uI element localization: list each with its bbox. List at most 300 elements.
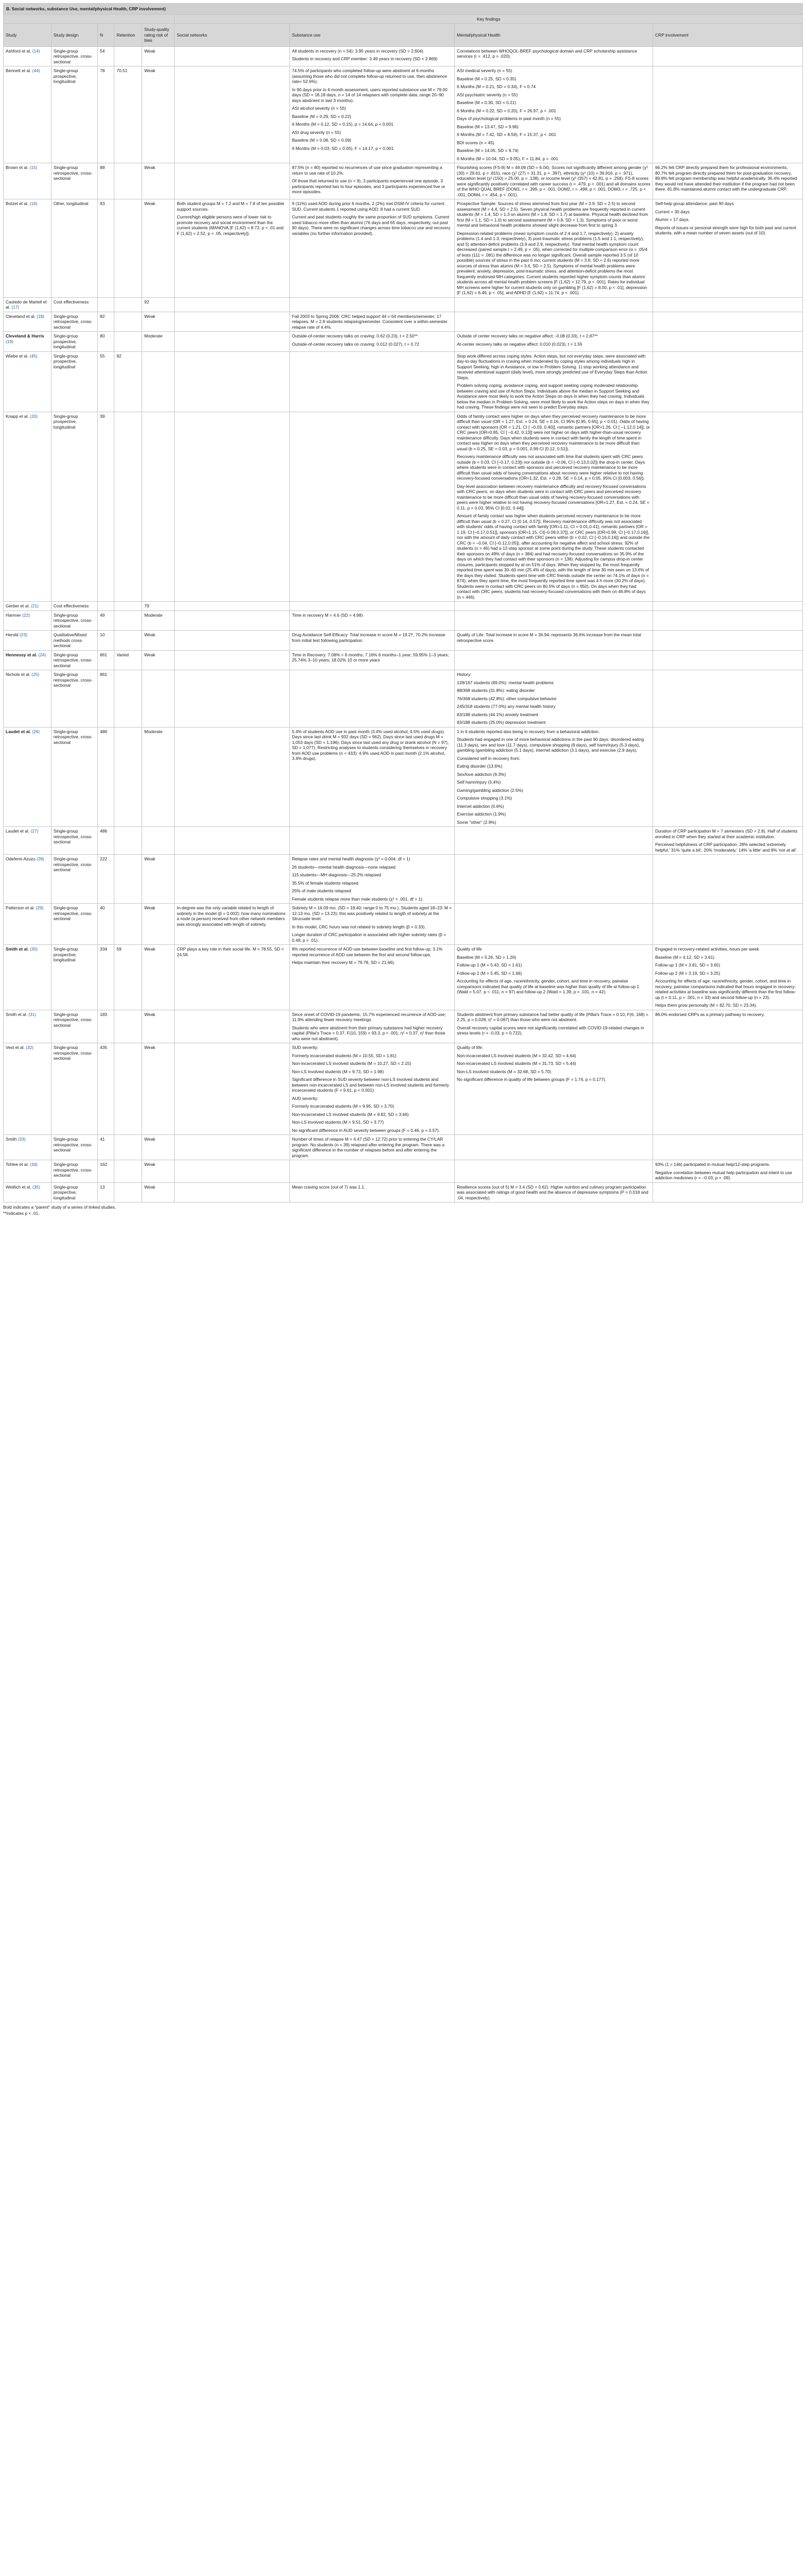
- quality-cell: Weak: [142, 163, 175, 199]
- substance-use-cell: [289, 1182, 454, 1202]
- study-cell: [4, 1043, 52, 1135]
- mental-health-cell: [455, 945, 653, 1010]
- finding-text: 5.4% of students AOD use in past month (3.4% used alcohol, 4.5% used drugs). Days since last drink M = 932 days (SD = 962). Days since last used drugs M = 1,053 days (SD = 1,196). Days since last used any drug or drank alcohol (N = 97), SD = 1,077). Restricting analyses to students considering themselves in recovery from AOD use problems (n = 433): 4.9% used AOD in past month (2.1% alcohol, 3.4% drugs).: [291, 728, 449, 761]
- crp-involvement-cell: [653, 312, 803, 332]
- n-cell: [98, 602, 114, 611]
- finding-text: Problem solving coping, avoidance coping, and support seeking coping moderated relationship between craving and use of Action Steps. Individuals above the median in Support Seeking and Avoidance were most likely to work the Action Steps on days in when they had craving. Individuals below the median in Problem Solving, were most likely to work the Action steps on days in when they had craving. These findings were not seen to predict Everyday steps.: [457, 383, 649, 410]
- n-cell: 78: [98, 66, 114, 163]
- citation-link[interactable]: (35): [32, 1184, 40, 1190]
- finding-text: Helps them grow personally (M = 82.70, SD = 23.34).: [655, 1003, 757, 1008]
- design-cell: Single-group retrospective, cross-sectional: [51, 46, 97, 66]
- col-substance: Substance use: [289, 24, 454, 47]
- substance-use-cell: [289, 670, 454, 727]
- footnote-bold: Bold indicates a "parent" study of a series of linked studies.: [3, 1205, 116, 1210]
- key-findings-header: Key findings: [175, 14, 803, 24]
- study-name: Cleveland & Harris: [6, 333, 44, 338]
- col-social: Social networks: [175, 24, 289, 47]
- substance-use-cell: [289, 827, 454, 855]
- finding-text: 74.5% of participants who completed follow-up were abstinent at 6-months (assuming those who did not complete follow-up returned to use, then abstinence rate= 52.6%).: [291, 68, 448, 84]
- design-cell: Single-group prospective, longitudinal: [51, 1182, 97, 1202]
- crp-involvement-cell: [653, 46, 803, 66]
- citation-link[interactable]: (26): [32, 728, 40, 734]
- finding-text: Mean craving score (out of 7) was 1.1.: [291, 1184, 366, 1190]
- substance-use-cell: [289, 312, 454, 332]
- finding-text: Helps maintain their recovery M = 79.78, SD = 21.66).: [291, 960, 395, 965]
- citation-link[interactable]: (18): [37, 313, 44, 319]
- mental-health-cell: [455, 332, 653, 352]
- n-cell: 162: [98, 1160, 114, 1183]
- footnote-significance: **Indicates p < .01.: [3, 1210, 40, 1216]
- finding-text: 87.5% (n = 80) reported no recurrences of use since graduation representing a return to use rate of 10.2%.: [291, 165, 442, 176]
- social-networks-cell: [175, 1182, 289, 1202]
- substance-use-cell: [289, 945, 454, 1010]
- study-name: Smith et al.: [6, 1011, 27, 1017]
- design-cell: Single-group prospective, longitudinal: [51, 351, 97, 412]
- study-name: Cleveland et al.: [6, 313, 36, 319]
- social-networks-cell: [175, 855, 289, 904]
- mental-health-cell: [455, 827, 653, 855]
- finding-text: 245/318 students (77.0%) any mental health history: [457, 704, 556, 709]
- finding-text: Perceived helpfulness of CRP participation: 28% selected 'extremely helpful,' 31% 'quite a bit', 20% 'moderately,' 14% 'a little' and 8% 'not at all'.: [655, 842, 798, 853]
- finding-text: 1 in 6 students reported also being in recovery from a behavioral addiction.: [457, 728, 600, 734]
- crp-involvement-cell: [653, 297, 803, 312]
- finding-text: Reports of issues or personal strength were high for both past and current students, with a mean number of seven assets (out of 10).: [655, 225, 796, 235]
- retention-cell: [114, 631, 142, 651]
- crp-involvement-cell: [653, 727, 803, 827]
- finding-text: Internet addiction (0.6%): [457, 803, 504, 809]
- citation-link[interactable]: (23): [20, 632, 27, 637]
- social-networks-cell: [175, 1043, 289, 1135]
- citation-link[interactable]: (31): [28, 1011, 37, 1017]
- finding-text: ASI psychiatric severity (n = 55): [457, 92, 518, 97]
- study-cell: [4, 631, 52, 651]
- mental-health-cell: [455, 1010, 653, 1043]
- citation-link[interactable]: (34): [30, 1162, 38, 1167]
- substance-use-cell: [289, 351, 454, 412]
- table-caption: B. Social networks, substance Use, mental/physical Health, CRP involvement): [4, 4, 803, 15]
- table-row: [4, 46, 803, 66]
- finding-text: Drug Avoidance Self-Efficacy: Total increase in score M = 19.2†, 70.2% increase from initial test following participation.: [291, 632, 445, 643]
- table-row: [4, 602, 803, 611]
- finding-text: No significant difference in AUD severity between groups (F = 0.46, p = 0.57).: [291, 1127, 440, 1133]
- finding-text: Accounting for effects of age, race/ethnicity, gender, cohort, and time in recovery, pairwise comparisons indicated that quality of life at baseline was higher than quality of life at follow-up 1 (Wald = 5.07, p < .011, n = 97) and follow-up 2 (Wald = 1.39, p = .031, n = 42).: [457, 978, 639, 994]
- finding-text: 9 (11%) used AOD during prior 6 months, 2 (2%) met DSM-IV criteria for current SUD. Current students 1 reported using AOD; 8 had a current SUD.: [291, 201, 444, 212]
- crp-involvement-cell: [653, 631, 803, 651]
- substance-use-cell: [289, 1043, 454, 1135]
- substance-use-cell: [289, 46, 454, 66]
- retention-cell: [114, 199, 142, 298]
- table-row: [4, 1043, 803, 1135]
- n-cell: 88: [98, 163, 114, 199]
- retention-cell: [114, 412, 142, 602]
- finding-text: Considered self in recovery from:: [457, 755, 521, 761]
- n-cell: 10: [98, 631, 114, 651]
- retention-cell: [114, 1135, 142, 1160]
- quality-cell: Weak: [142, 904, 175, 945]
- substance-use-cell: [289, 650, 454, 670]
- finding-text: Baseline (M = 0.30, SD = 0.21): [457, 100, 517, 105]
- finding-text: Baseline (M = 13.47, SD = 9.96): [457, 124, 519, 129]
- table-row: [4, 1160, 803, 1183]
- quality-cell: [142, 670, 175, 727]
- mental-health-cell: [455, 650, 653, 670]
- study-cell: [4, 827, 52, 855]
- table-row: [4, 827, 803, 855]
- finding-text: Depression-related problems (mean symptom counts of 2.4 and 1.7, respectively), 2) anxiety problems (1.4 and 1.3, respectively), 3) post-traumatic stress problems (1.5 and 1.1, respectively), and 5) attention-deficit problems (3.9 and 2.9, respectively). Total mental health symptom count decreased (paired sample t = 2.49, p = .05), when corrected for multiple-comparison error (α = .05/4 of tests (111 = .081) the difference was no longer significant. Overall sample reported 3.5 (of 10 possible) sources of stress in the past 6 mo; current students (M = 3.9, SD = 2.6) reported more sources of stress than alumni (M = 3.6, SD = 2.5). Symptoms of mental health problems were prevalent; anxiety, depression, post-traumatic stress, and attention-deficit problems the most frequently endorsed MH categories. Current students reported higher symptom counts than alumni students across all mental health problem screens [F (1,62) = 12.79, p < .001]. Rates for individual MH screens were higher for current students only on gambling [F (1,62) = 8.00, p < .01], depression [F (1,62) = 6.46, p < .05], and ADHD [F (1,62) = 11.74, p < .001].: [457, 230, 648, 295]
- finding-text: Significant difference in SUD severity between non-LS involved students and between non-incarcerated LS and between non-LS involved students and formerly incarcerated students (F = 9.61, p < 0.001).: [291, 1077, 449, 1093]
- social-networks-cell: [175, 297, 289, 312]
- crp-involvement-cell: [653, 1160, 803, 1183]
- substance-use-cell: [289, 199, 454, 298]
- study-cell: [4, 1160, 52, 1183]
- finding-text: Eating disorder (13.6%): [457, 764, 503, 769]
- social-networks-cell: [175, 611, 289, 631]
- crp-involvement-cell: [653, 332, 803, 352]
- n-cell: 861: [98, 650, 114, 670]
- substance-use-cell: [289, 163, 454, 199]
- table-row: [4, 727, 803, 827]
- col-n: N: [98, 24, 114, 47]
- citation-link[interactable]: (20): [30, 413, 38, 419]
- finding-text: Baseline (M = 5.26, SD = 1.26): [457, 954, 517, 960]
- n-cell: 486: [98, 827, 114, 855]
- substance-use-cell: [289, 332, 454, 352]
- citation-link[interactable]: (45): [29, 353, 38, 359]
- quality-cell: Weak: [142, 945, 175, 1010]
- study-cell: [4, 199, 52, 298]
- col-study: Study: [4, 24, 52, 47]
- finding-text: 6 Months (M = 0.22, SD = 0.20), F = 26.97, p < .001: [457, 108, 556, 113]
- social-networks-cell: [175, 945, 289, 1010]
- finding-text: BDI scores (n = 45): [457, 140, 494, 145]
- study-cell: [4, 855, 52, 904]
- study-cell: [4, 611, 52, 631]
- n-cell: 83: [98, 199, 114, 298]
- finding-text: 83/188 students (25.0%) depression treatment: [457, 720, 546, 725]
- study-cell: [4, 602, 52, 611]
- citation-link[interactable]: (19): [6, 338, 13, 344]
- substance-use-cell: [289, 1135, 454, 1160]
- finding-text: 83/188 students (44.1%) anxiety treatment: [457, 711, 538, 717]
- study-cell: [4, 727, 52, 827]
- retention-cell: [114, 670, 142, 727]
- crp-involvement-cell: [653, 1182, 803, 1202]
- study-cell: [4, 332, 52, 352]
- citation-link[interactable]: (29): [36, 905, 44, 910]
- crp-involvement-cell: [653, 351, 803, 412]
- finding-text: All students in recovery (n = 54): 3.95 years in recovery (SD = 2.604): [291, 48, 423, 54]
- table-body: [4, 46, 803, 1202]
- mental-health-cell: [455, 46, 653, 66]
- design-cell: Single-group retrospective, cross-sectional: [51, 670, 97, 727]
- finding-text: Students abstinent from primary substance had better quality of life (Pillai's Trace = 0.10, F(6, 168) = 2.25, p = 0.028, η² = 0.097) than those who were not abstinent.: [457, 1011, 648, 1022]
- social-networks-cell: [175, 727, 289, 827]
- crp-involvement-cell: [653, 163, 803, 199]
- social-networks-cell: [175, 199, 289, 298]
- table-row: [4, 199, 803, 298]
- study-cell: [4, 66, 52, 163]
- finding-text: Current and past students roughly the same proportion of SUD symptoms. Current used tobacco more often than alumni (76 days and 65 days, respectively, out past 90 days). There were no significant changes across time tobacco use and recovery variables (no further information provided).: [291, 214, 451, 236]
- design-cell: Cost effectiveness: [51, 297, 97, 312]
- study-name: Vest et al.: [6, 1045, 25, 1050]
- citation-link[interactable]: (24): [38, 652, 46, 657]
- finding-text: Students who were abstinent from their primary substance had higher recovery capital (Pillai's Trace = 0.37, F(10, 159) = 93.3, p < .001, η² = 0.37, η² than those who were not abstinent).: [291, 1025, 445, 1041]
- finding-text: Baseline (M = 14.05, SD = 9.74): [457, 148, 519, 153]
- substance-use-cell: [289, 1160, 454, 1183]
- citation-link[interactable]: (21): [30, 603, 39, 608]
- design-cell: Single-group retrospective, cross-sectional: [51, 1043, 97, 1135]
- table-row: [4, 312, 803, 332]
- finding-text: Time in recovery M = 4.6 (SD = 4.98): [291, 612, 363, 618]
- finding-text: Formerly incarcerated students (M = 9.95, SD = 3.70): [291, 1104, 395, 1109]
- retention-cell: [114, 727, 142, 827]
- crp-involvement-cell: [653, 827, 803, 855]
- finding-text: CRP plays a key role in their social life. M = 78.55, SD = 24.58.: [177, 946, 284, 957]
- retention-cell: 59: [114, 945, 142, 1010]
- study-name: Laudet et al.: [6, 828, 30, 834]
- finding-text: Resilience scores (out of 5) M = 3.4 (SD = 0.62). Higher nutrition and culinary program participation was associated with ratings of good health and the absence of depressive symptoms (P = 0.018 and .04, respectively).: [457, 1184, 648, 1200]
- quality-cell: Weak: [142, 1135, 175, 1160]
- table-row: [4, 332, 803, 352]
- finding-text: Stop work differed across coping styles. Action steps, but not everyday steps, were associated with day-to-day fluctuations in craving when moderated by coping styles among individuals high in Support Seeking, high in Avoidance, or low in Problem Solving. 1) stop working attendance and received attentional support (daily level), more strongly predicted use of Everyday Steps than Action Steps.: [457, 353, 647, 380]
- study-name: Tshlee et al.: [6, 1162, 29, 1167]
- study-cell: [4, 163, 52, 199]
- quality-cell: Weak: [142, 855, 175, 904]
- citation-link[interactable]: (22): [22, 612, 30, 618]
- col-crp: CRP involvement: [653, 24, 803, 47]
- retention-cell: 92: [114, 351, 142, 412]
- table-row: [4, 351, 803, 412]
- study-name: Botzet et al.: [6, 201, 29, 206]
- crp-involvement-cell: [653, 602, 803, 611]
- mental-health-cell: [455, 1135, 653, 1160]
- finding-text: No significant difference in quality of life between groups (F = 1.74, p = 0.177).: [457, 1077, 607, 1082]
- design-cell: Single-group retrospective, cross-sectional: [51, 163, 97, 199]
- quality-cell: Weak: [142, 1160, 175, 1183]
- table-row: [4, 1010, 803, 1043]
- retention-cell: 70.51: [114, 66, 142, 163]
- study-name: Smith et al.: [6, 946, 29, 952]
- finding-text: In-degree was the only variable related to length of sobriety in the model (β = 0.002): how many nominations a node (a person) received from other network members was strongly associated with length of sobriety.: [177, 905, 286, 927]
- table-row: [4, 670, 803, 727]
- design-cell: Single-group retrospective, cross-sectional: [51, 904, 97, 945]
- finding-text: Students in recovery and CRP member: 3.49 years in recovery (SD = 2.869): [291, 56, 438, 61]
- finding-text: Of those that returned to use (n = 9), 3 participants experienced one episode, 3 participants reported two to four episodes, and 3 participants experienced five or more episodes.: [291, 178, 445, 194]
- table-row: [4, 650, 803, 670]
- finding-text: Negative correlation between mutual help participation and intent to use addiction medicines (r = –0.03, p = .09).: [655, 1170, 792, 1180]
- study-name: Castedo de Martell et al.: [6, 299, 47, 310]
- table-footnotes: [3, 1205, 803, 1216]
- n-cell: 80: [98, 332, 114, 352]
- mental-health-cell: [455, 1160, 653, 1183]
- finding-text: Since onset of COVID-19 pandemic, 15.7% experienced recurrence of AOD use; 11.9% attending fewer recovery meetings.: [291, 1011, 446, 1022]
- study-cell: [4, 1135, 52, 1160]
- table-row: [4, 412, 803, 602]
- n-cell: 82: [98, 312, 114, 332]
- finding-text: Flourishing scores (FS-8) M = 49.08 (SD = 6.04). Scores not significantly different among gender (χ² (30) = 29.61, p = .815), race (χ² (27) = 31.31, p = .397), ethnicity (χ² (10) = 39.916, p = .971), education level (χ² (150) = 25.00, p = .138), or income level (χ² (357) = 42.81, p = .258). FS-8 scores were significantly positively correlated with career success (r = .479, p < .001) and all domains scores of the WHO QUAL BREF (DOM1, r = .399, p < .001; DOM2, r = .499, p < .001; DOM3, r = .725, p < .001; DOM4, r = .454, p < .001).: [457, 165, 650, 197]
- mental-health-cell: [455, 66, 653, 163]
- citation-link[interactable]: (25): [31, 672, 40, 677]
- social-networks-cell: [175, 670, 289, 727]
- table-row: [4, 904, 803, 945]
- retention-cell: Varied: [114, 650, 142, 670]
- mental-health-cell: [455, 602, 653, 611]
- design-cell: Single-group retrospective, cross-sectional: [51, 312, 97, 332]
- finding-text: SUD severity:: [291, 1045, 319, 1050]
- substance-use-cell: [289, 904, 454, 945]
- crp-involvement-cell: [653, 904, 803, 945]
- study-name: Nichols et al.: [6, 672, 30, 677]
- substance-use-cell: [289, 631, 454, 651]
- finding-text: Time in Recovery: 7.08% < 6 months; 7.16% 6 months–1 year; 59.95% 1–3 years; 25.74% 3–10 years; 18.02% 10 or more years: [291, 652, 449, 663]
- mental-health-cell: [455, 351, 653, 412]
- social-networks-cell: [175, 412, 289, 602]
- quality-cell: Weak: [142, 1010, 175, 1043]
- quality-cell: 92: [142, 297, 175, 312]
- finding-text: Overall recovery capital scores were not significantly correlated with COVID-19-related changes in stress levels (r = -0.03, p = 0.722).: [457, 1025, 644, 1036]
- finding-text: Baseline (M = 0.25, SD = 0.35): [457, 76, 517, 81]
- design-cell: Cost effectiveness: [51, 602, 97, 611]
- finding-text: Current/high eligible persons were of lower risk to promote recovery and social environment than the current students (MANOVA [F (1,62) = 8.72, p < .01 and F (1,62) = 2.52, p = .05, respectively]).: [177, 214, 284, 236]
- retention-cell: [114, 1010, 142, 1043]
- retention-cell: [114, 611, 142, 631]
- finding-text: ASI medical severity (n = 55): [457, 68, 512, 73]
- design-cell: Single-group retrospective, cross-sectional: [51, 1135, 97, 1160]
- n-cell: 222: [98, 855, 114, 904]
- finding-text: Duration of CRP participation M = 7 semesters (SD = 2.8). Half of students enrolled in CRP when they started at their academic institution.: [655, 828, 798, 839]
- citation-link[interactable]: (14): [32, 48, 40, 54]
- finding-text: Some "other" (2.9%): [457, 819, 496, 825]
- n-cell: 486: [98, 727, 114, 827]
- citation-link[interactable]: (28): [37, 856, 44, 861]
- design-cell: Single-group prospective, longitudinal: [51, 332, 97, 352]
- social-networks-cell: [175, 163, 289, 199]
- mental-health-cell: [455, 1043, 653, 1135]
- finding-text: 66.2% felt CRP directly prepared them for professional environments, 80.7% felt program directly prepared them for post-graduation recovery, 89.8% felt program membership was helpful academically. 36.4% reported they would not have attended their institution if the program had not been there. 81.8% maintained alumni contact with the undergraduate CRP.: [655, 165, 797, 192]
- finding-text: Exercise addiction (1.9%): [457, 811, 506, 817]
- finding-text: Students had engaged in one of more behavioral addictions in the past 90 days: disordered eating (11.3 days), sex and love (11.7 days), compulsive shopping (8 days), self harm/injury (5.3 days), gambling (gambling addiction (5.1 days), internet addiction (3.1 days), and exercise (2.9 days).: [457, 737, 644, 753]
- mental-health-cell: [455, 855, 653, 904]
- study-name: Smith: [6, 1137, 17, 1142]
- table-row: [4, 297, 803, 312]
- design-cell: Single-group prospective, longitudinal: [51, 945, 97, 1010]
- substance-use-cell: [289, 855, 454, 904]
- finding-text: Longer duration of CRC participation is associated with higher sobriety rates (β = 0.49, p = .01).: [291, 932, 447, 943]
- retention-cell: [114, 312, 142, 332]
- substance-use-cell: [289, 727, 454, 827]
- finding-text: AUD severity:: [291, 1095, 319, 1101]
- substance-use-cell: [289, 66, 454, 163]
- citation-link[interactable]: (17): [11, 304, 20, 310]
- study-cell: [4, 1010, 52, 1043]
- finding-text: Outside-of-center recovery talks on craving: 0.012 (0.027), t = 0.72: [291, 341, 419, 347]
- design-cell: Single-group prospective, longitudinal: [51, 66, 97, 163]
- design-cell: Single-group retrospective, cross-sectional: [51, 855, 97, 904]
- quality-cell: Weak: [142, 46, 175, 66]
- social-networks-cell: [175, 650, 289, 670]
- finding-text: Follow-up 1 (M = 3.81, SD = 3.65): [655, 962, 721, 968]
- study-name: Wiebe et al.: [6, 353, 29, 359]
- citation-link[interactable]: (44): [32, 68, 40, 73]
- retention-cell: [114, 904, 142, 945]
- finding-text: Relapse rates and mental health diagnosis (χ² = 0.004, df = 1): [291, 856, 410, 861]
- citation-link[interactable]: (16): [29, 201, 38, 206]
- study-cell: [4, 945, 52, 1010]
- col-mental: Mental/physical Health: [455, 24, 653, 47]
- study-cell: [4, 412, 52, 602]
- finding-text: Number of times of relapse M = 4.47 (SD = 12.72) prior to entering the CY/LAR program. No students (n = 39) relapsed after entering the program. There was a significant difference in the number of relapses before and after entering the program.: [291, 1137, 444, 1158]
- key-findings-table: [3, 3, 803, 1202]
- retention-cell: [114, 1160, 142, 1183]
- citation-link[interactable]: (33): [18, 1137, 26, 1142]
- citation-link[interactable]: (30): [30, 946, 38, 952]
- study-cell: [4, 351, 52, 412]
- retention-cell: [114, 855, 142, 904]
- col-quality: Study-quality rating risk of bias: [142, 24, 175, 47]
- study-cell: [4, 46, 52, 66]
- study-cell: [4, 297, 52, 312]
- crp-involvement-cell: [653, 670, 803, 727]
- citation-link[interactable]: (15): [29, 165, 38, 170]
- n-cell: 40: [98, 904, 114, 945]
- mental-health-cell: [455, 412, 653, 602]
- crp-involvement-cell: [653, 945, 803, 1010]
- social-networks-cell: [175, 46, 289, 66]
- finding-text: Non-LS involved students (M = 9.73, SD = 1.98): [291, 1069, 384, 1074]
- finding-text: Fall 2003 to Spring 2006: CRC helped support 44 = 64 members/semester; 17 relapses. M = 2.8 students relapsing/semester. Consistent over a within-semester relapse rate of 4.4%.: [291, 313, 448, 330]
- finding-text: Sex/love addiction (9.3%): [457, 771, 506, 777]
- finding-text: 93% (1 = 146) participated in mutual help/12-step programs.: [655, 1162, 770, 1167]
- finding-text: Non-LS involved students (M = 9.51, SD = 3.77): [291, 1120, 384, 1125]
- crp-involvement-cell: [653, 855, 803, 904]
- n-cell: 861: [98, 670, 114, 727]
- quality-cell: [142, 412, 175, 602]
- quality-cell: Weak: [142, 66, 175, 163]
- crp-involvement-cell: [653, 412, 803, 602]
- finding-text: 25% of male students relapsed: [291, 888, 351, 893]
- quality-cell: Weak: [142, 1043, 175, 1135]
- table-row: [4, 855, 803, 904]
- finding-text: Quality of life:: [457, 1045, 483, 1050]
- social-networks-cell: [175, 1135, 289, 1160]
- retention-cell: [114, 163, 142, 199]
- citation-link[interactable]: (32): [26, 1045, 34, 1050]
- finding-text: Recovery maintenance difficulty was not associated with time that students spent with CRC peers outside (b = 0.03, CI [–0.17, 0.23]) nor outside (b = –0.06, CI [–0.13,0.02]) the drop-in center. Days where students were in contact with sponsors and perceived recovery maintenance to be more difficult than usual odds of having conversations about recovery were higher relative to not having recovery-focused conversations (OR=1.32, Est. = 0.28, SE = 0.14, p = 0.05, 95% CI [0.003, 0.56]).: [457, 454, 645, 481]
- design-cell: Single-group prospective, longitudinal: [51, 412, 97, 602]
- design-cell: Single-group retrospective, cross-sectional: [51, 727, 97, 827]
- n-cell: 49: [98, 611, 114, 631]
- crp-involvement-cell: [653, 199, 803, 298]
- quality-cell: Moderate: [142, 611, 175, 631]
- finding-text: Self-help group attendance, past 90 days: [655, 201, 734, 206]
- finding-text: Odds of family contact were higher on days when they perceived recovery maintenance to be more difficult than usual (OR = 1.27, Est. = 0.24, SE = 0.16, CI 95% [0.95, 0.65], p < 0.01). Odds of having contact with sponsors [OR = 1.21, CI [ –0.03, 0.40]], romantic partners [OR=1.26, CI [ –1.12,0.14]], or CRC peers [OR=0.85, CI [ –0.42, 0.13]] were not higher on days with higher-than-usual recovery maintenance difficulty. Days when students were in contact with family the length of time spent in contact was higher on days when they perceived recovery maintenance to be more difficult than usual (b = 0.25, SE = 0.03, p = 0.001, 0.99 CI [0.12, 0.51]).: [457, 413, 650, 451]
- retention-cell: [114, 602, 142, 611]
- substance-use-cell: [289, 602, 454, 611]
- n-cell: 54: [98, 46, 114, 66]
- study-name: Laudet et al.: [6, 728, 31, 734]
- citation-link[interactable]: (27): [30, 828, 39, 834]
- mental-health-cell: [455, 670, 653, 727]
- finding-text: 6 Months (M = 10.04, SD = 9.05), F = 11.84, p = .001: [457, 156, 558, 161]
- crp-involvement-cell: [653, 1010, 803, 1043]
- finding-text: Both student groups M = 7.2 and M = 7.8 of ten possible support sources.: [177, 201, 284, 212]
- study-cell: [4, 904, 52, 945]
- mental-health-cell: [455, 297, 653, 312]
- quality-cell: Weak: [142, 1182, 175, 1202]
- study-name: Herold: [6, 632, 19, 637]
- mental-health-cell: [455, 163, 653, 199]
- table-row: [4, 1182, 803, 1202]
